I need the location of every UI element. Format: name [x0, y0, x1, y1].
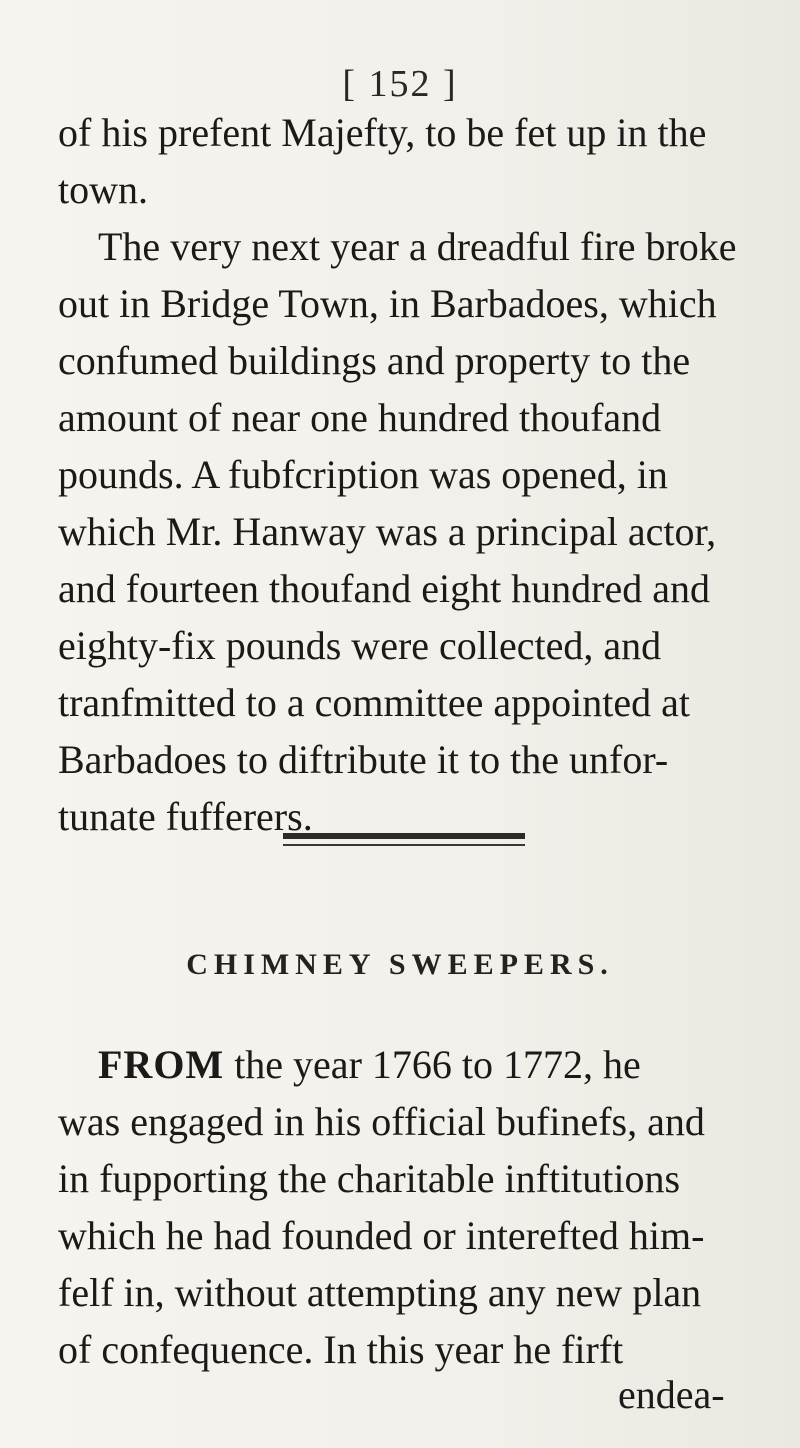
text-line: was engaged in his official bufinefs, and: [58, 1099, 705, 1144]
paragraph-fire-subscription: [58, 104, 758, 845]
text-line: confumed buildings and property to the: [58, 338, 691, 383]
section-heading: CHIMNEY SWEEPERS.: [186, 948, 614, 981]
text-line: felf in, without attempting any new plan: [58, 1270, 702, 1315]
text-line: out in Bridge Town, in Barbadoes, which: [58, 281, 717, 326]
page-number: [ 152 ]: [342, 63, 458, 105]
text-line: amount of near one hundred thoufand: [58, 395, 662, 440]
text-line: pounds. A fubfcription was opened, in: [58, 452, 668, 497]
text-line: which he had founded or interefted him-: [58, 1213, 705, 1258]
text-line: of his prefent Majefty, to be fet up in the: [58, 110, 707, 155]
text-line: town.: [58, 167, 148, 212]
text-line: eighty-fix pounds were collected, and: [58, 623, 662, 668]
text-line: in fupporting the charitable inftitutions: [58, 1156, 681, 1201]
text-line-indented: [58, 218, 758, 275]
lead-word: FROM: [98, 1042, 225, 1087]
text-line: and fourteen thoufand eight hundred and: [58, 566, 711, 611]
text-line: of confequence. In this year he firft: [58, 1327, 624, 1372]
text-line-first: [58, 1036, 758, 1093]
text-line-content: The very next year a dreadful fire broke: [98, 224, 737, 269]
text-line: tranfmitted to a committee appointed at: [58, 680, 691, 725]
section-divider-thick: [283, 833, 525, 839]
first-line-rest: the year 1766 to 1772, he: [224, 1042, 641, 1087]
section-divider-thin: [283, 844, 525, 846]
text-line: which Mr. Hanway was a principal actor,: [58, 509, 717, 554]
text-line: tunate fufferers.: [58, 794, 313, 839]
text-line: Barbadoes to diftribute it to the unfor-: [58, 737, 669, 782]
catchword: endea-: [618, 1372, 725, 1417]
paragraph-chimney-sweepers: [58, 1036, 758, 1378]
